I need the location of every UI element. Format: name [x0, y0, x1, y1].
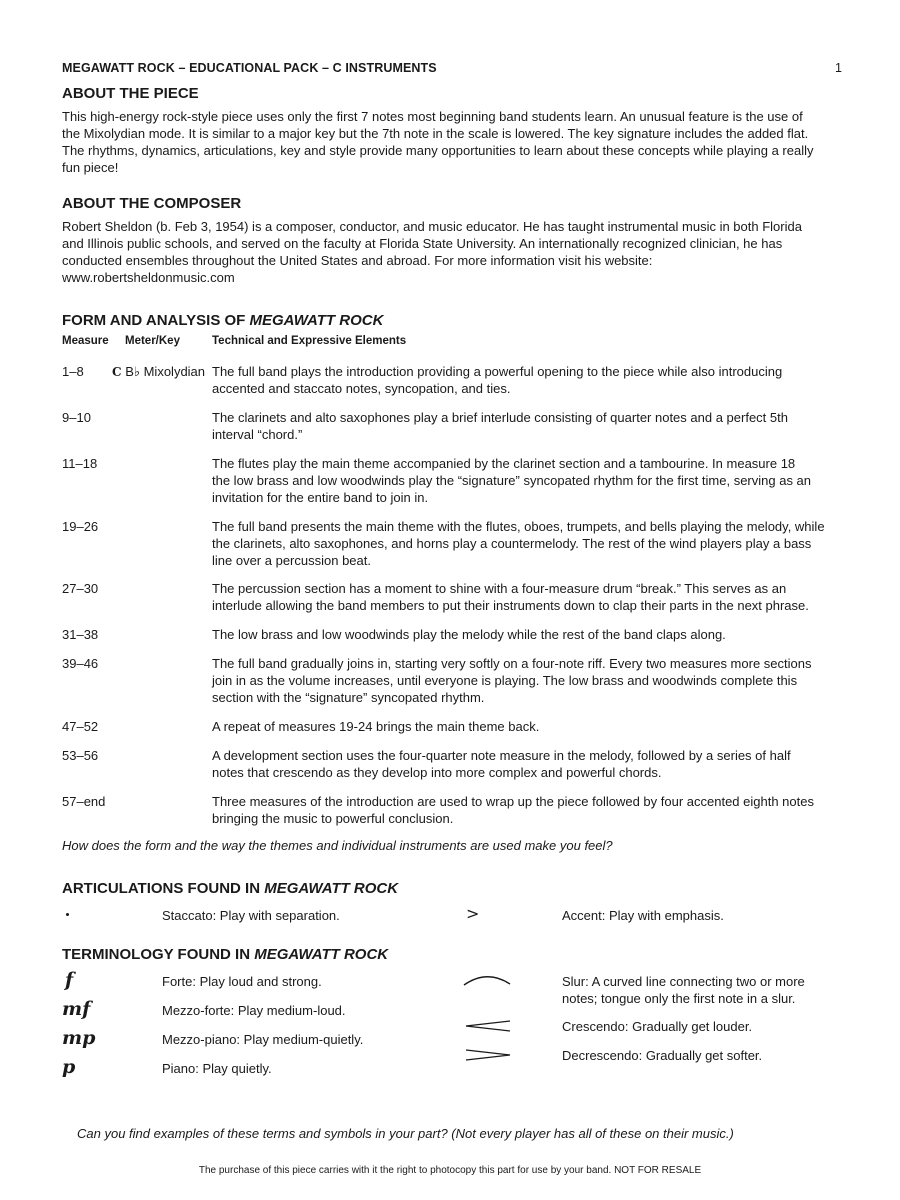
row-line: The low brass and low woodwinds play the melody while the rest of the band claps along.	[212, 627, 726, 642]
row-line: Three measures of the introduction are used to wrap up the piece followed by four accented eighth notes	[212, 794, 814, 809]
terminology-heading	[62, 946, 388, 963]
row-line: bringing the music to powerful conclusion.	[212, 811, 454, 826]
row-description	[212, 409, 840, 443]
row-description	[212, 580, 840, 614]
row-line: the clarinets, alto saxophones, and horns play a countermelody. The rest of the wind players play a bass	[212, 536, 812, 551]
slur-definition	[562, 973, 805, 1007]
about-piece-heading: ABOUT THE PIECE	[62, 85, 199, 102]
row-measure: 47–52	[62, 719, 99, 734]
row-line: section with the “signature” syncopated rhythm.	[212, 690, 485, 705]
piano-symbol: p	[62, 1056, 76, 1078]
about-piece-line: fun piece!	[62, 160, 119, 175]
col-meter-key: Meter/Key	[125, 335, 180, 347]
accent-icon: >	[466, 904, 480, 923]
form-heading	[62, 312, 383, 329]
terminology-heading-title: MEGAWATT ROCK	[254, 946, 389, 963]
row-line: The full band plays the introduction providing a powerful opening to the piece while also introducing	[212, 364, 783, 379]
accent-definition: Accent: Play with emphasis.	[562, 908, 724, 923]
footer-question: Can you find examples of these terms and symbols in your part? (Not every player has all of these on their music.)	[77, 1126, 734, 1141]
row-description	[212, 793, 840, 827]
row-line: interval “chord.”	[212, 427, 303, 442]
mezzo-forte-symbol: mf	[62, 998, 91, 1020]
crescendo-icon	[464, 1019, 512, 1033]
row-measure: 57–end	[62, 794, 106, 809]
row-measure: 1–8	[62, 364, 84, 379]
row-measure: 27–30	[62, 581, 99, 596]
form-question: How does the form and the way the themes and individual instruments are used make you feel?	[62, 838, 613, 853]
page-number: 1	[835, 61, 842, 75]
about-piece-line: The rhythms, dynamics, articulations, key and style provide many opportunities to learn about these concepts while playing a really	[62, 143, 814, 158]
form-heading-title: MEGAWATT ROCK	[249, 312, 384, 329]
row-line: accented and staccato notes, syncopation, and ties.	[212, 381, 511, 396]
piano-definition: Piano: Play quietly.	[162, 1061, 272, 1076]
row-line: A repeat of measures 19-24 brings the main theme back.	[212, 719, 540, 734]
mezzo-forte-definition: Mezzo-forte: Play medium-loud.	[162, 1003, 346, 1018]
row-measure: 9–10	[62, 410, 91, 425]
slur-line: Slur: A curved line connecting two or more	[562, 974, 805, 989]
slur-icon	[462, 972, 512, 988]
row-meter-key	[112, 363, 205, 381]
row-measure: 31–38	[62, 627, 99, 642]
row-line: The percussion section has a moment to shine with a four-measure drum “break.” This serves as an	[212, 581, 787, 596]
row-line: The flutes play the main theme accompanied by the clarinet section and a tambourine. In measure 18	[212, 456, 796, 471]
row-description	[212, 363, 840, 397]
about-composer-text	[62, 218, 837, 286]
col-elements: Technical and Expressive Elements	[212, 335, 407, 347]
form-heading-prefix: FORM AND ANALYSIS OF	[62, 312, 250, 329]
articulations-heading-title: MEGAWATT ROCK	[264, 880, 399, 897]
row-line: join in as the volume increases, until everyone is playing. The low brass and woodwinds complete this	[212, 673, 798, 688]
row-line: the low brass and low woodwinds play the “signature” syncopated rhythm for the first time, serving as an	[212, 473, 812, 488]
terminology-heading-prefix: TERMINOLOGY FOUND IN	[62, 946, 255, 963]
crescendo-definition: Crescendo: Gradually get louder.	[562, 1019, 753, 1034]
row-line: notes that crescendo as they develop into more complex and powerful chords.	[212, 765, 662, 780]
about-piece-line: This high-energy rock-style piece uses only the first 7 notes most beginning band students learn. An unusual feature is the use of	[62, 109, 803, 124]
forte-definition: Forte: Play loud and strong.	[162, 974, 322, 989]
slur-line: notes; tongue only the first note in a slur.	[562, 991, 796, 1006]
row-line: The clarinets and alto saxophones play a brief interlude consisting of quarter notes and a perfect 5th	[212, 410, 788, 425]
mezzo-piano-definition: Mezzo-piano: Play medium-quietly.	[162, 1032, 364, 1047]
col-measure: Measure	[62, 335, 109, 347]
articulations-heading	[62, 880, 398, 897]
row-description	[212, 626, 840, 643]
staccato-definition: Staccato: Play with separation.	[162, 908, 340, 923]
row-line: The full band gradually joins in, starting very softly on a four-note riff. Every two measures more sections	[212, 656, 812, 671]
row-line: interlude allowing the band members to put their instruments down to clap their parts in the next phrase.	[212, 598, 809, 613]
about-composer-line: and Illinois public schools, and served on the faculty at Florida State University. An internationally recognized clinician, he has	[62, 236, 783, 251]
row-line: A development section uses the four-quarter note measure in the melody, followed by a series of half	[212, 748, 791, 763]
row-measure: 39–46	[62, 656, 99, 671]
row-measure: 11–18	[62, 456, 98, 471]
footer-legal: The purchase of this piece carries with it the right to photocopy this part for use by your band. NOT FOR RESALE	[198, 1165, 702, 1176]
articulations-heading-prefix: ARTICULATIONS FOUND IN	[62, 880, 265, 897]
staccato-dot-icon	[66, 913, 69, 916]
row-description	[212, 518, 840, 569]
decrescendo-icon	[464, 1048, 512, 1062]
row-line: line over a percussion beat.	[212, 553, 371, 568]
mezzo-piano-symbol: mp	[62, 1027, 96, 1049]
about-piece-text	[62, 108, 837, 176]
row-description	[212, 718, 840, 735]
row-measure: 19–26	[62, 519, 99, 534]
row-description	[212, 655, 840, 706]
about-composer-line: www.robertsheldonmusic.com	[62, 270, 235, 285]
about-piece-line: the Mixolydian mode. It is similar to a major key but the 7th note in the scale is lowered. The key signature includes the added flat.	[62, 126, 809, 141]
header-title: MEGAWATT ROCK – EDUCATIONAL PACK – C INSTRUMENTS	[62, 61, 437, 75]
about-composer-line: Robert Sheldon (b. Feb 3, 1954) is a composer, conductor, and music educator. He has taught instrumental music in both Florida	[62, 219, 802, 234]
row-line: invitation for the entire band to join in.	[212, 490, 429, 505]
about-composer-line: conducted ensembles throughout the United States and abroad. For more information visit his website:	[62, 253, 653, 268]
decrescendo-definition: Decrescendo: Gradually get softer.	[562, 1048, 763, 1063]
common-time-icon: C	[112, 365, 122, 379]
forte-symbol: f	[65, 969, 74, 991]
row-key: B♭ Mixolydian	[125, 364, 206, 379]
page-header	[62, 61, 840, 77]
about-composer-heading: ABOUT THE COMPOSER	[62, 195, 242, 212]
row-line: The full band presents the main theme with the flutes, oboes, trumpets, and bells playing the melody, while	[212, 519, 825, 534]
row-description	[212, 455, 840, 506]
row-description	[212, 747, 840, 781]
row-measure: 53–56	[62, 748, 99, 763]
